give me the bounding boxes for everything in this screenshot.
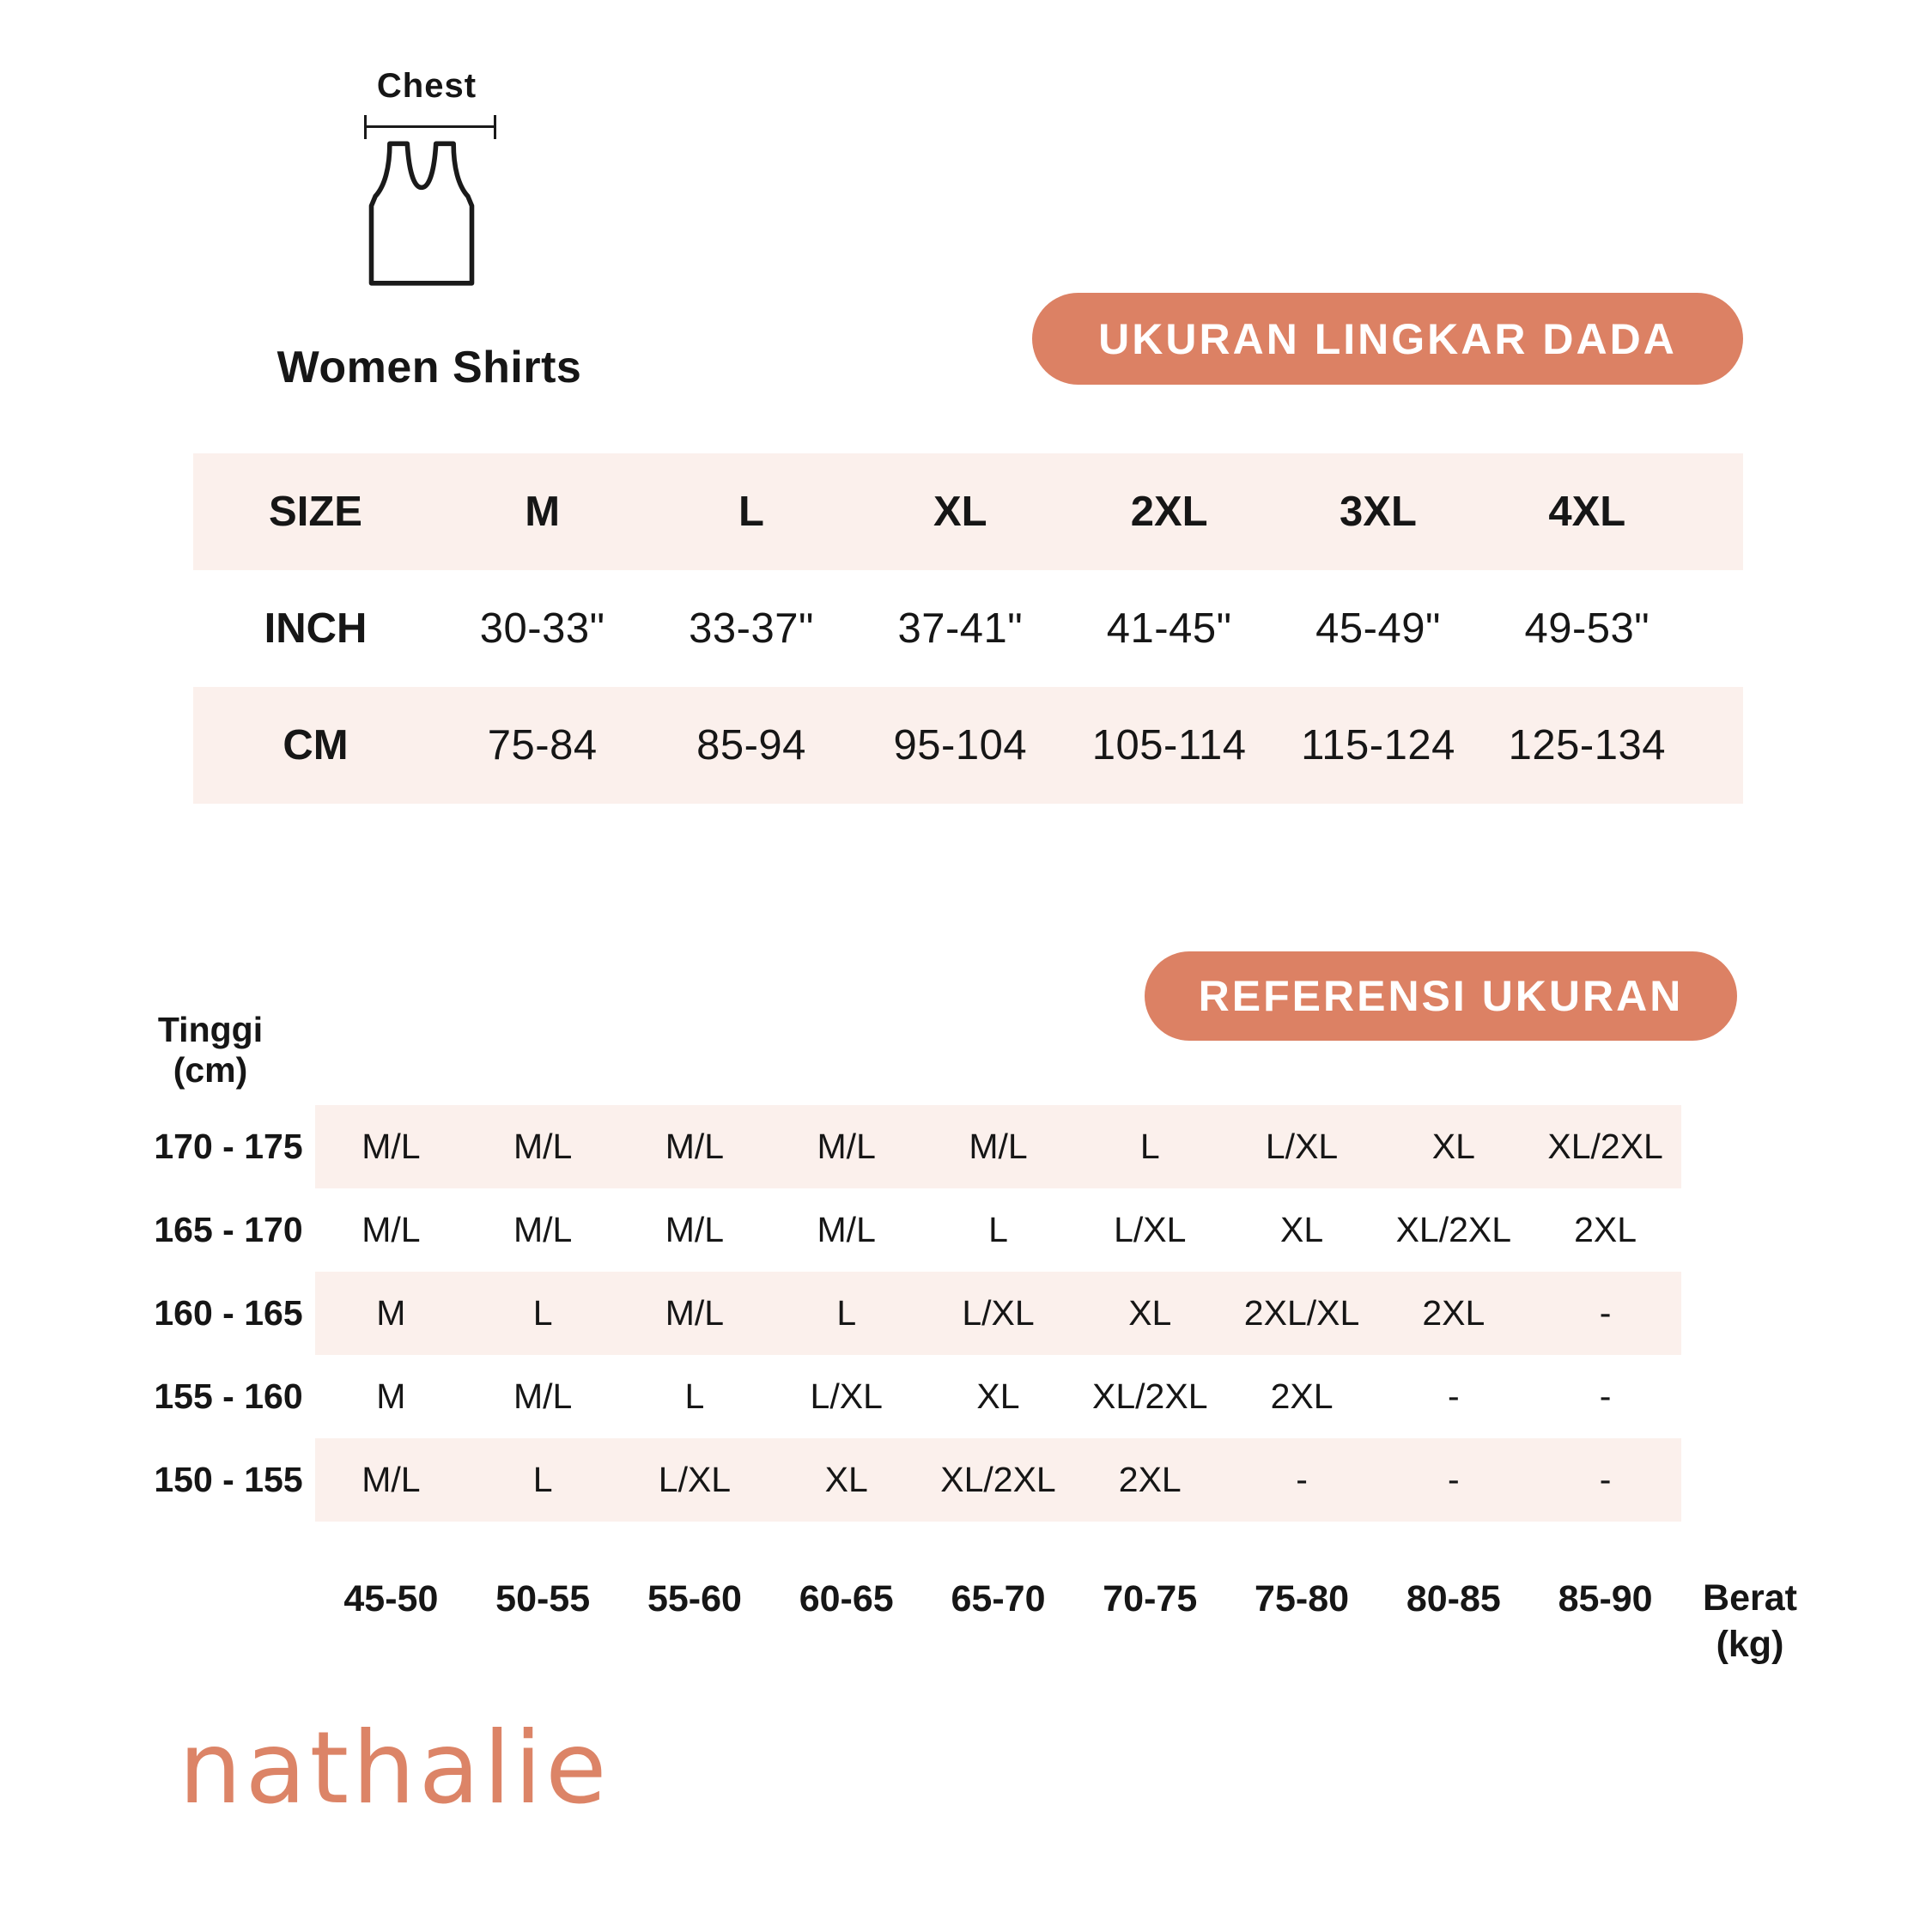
reference-table-row	[142, 1272, 1681, 1355]
weight-row-spacer	[142, 1564, 315, 1633]
weight-range-label: 45-50	[343, 1577, 439, 1619]
weight-range-label: 75-80	[1255, 1577, 1350, 1619]
reference-table-cell: -	[1448, 1460, 1460, 1499]
reference-table-cell: L/XL	[1114, 1210, 1187, 1249]
reference-table-cell: XL	[1279, 1210, 1324, 1249]
chest-measure-label: Chest	[376, 67, 477, 105]
reference-table-cell: XL	[976, 1376, 1020, 1416]
reference-table-cell: L	[988, 1210, 1008, 1249]
reference-table-cell: L	[836, 1293, 857, 1333]
reference-table-cell: -	[1599, 1460, 1612, 1499]
chest-table-cell: 33-37"	[689, 605, 814, 652]
chest-measure-line	[364, 115, 496, 139]
weight-range-label: 85-90	[1558, 1577, 1653, 1619]
weight-axis-label	[1681, 1575, 1819, 1668]
chest-table-cell: 37-41"	[897, 605, 1024, 652]
chest-table-row-label: INCH	[264, 605, 368, 652]
reference-row-band	[315, 1105, 1681, 1188]
chest-table-column-header: L	[738, 489, 764, 535]
chest-size-table	[193, 453, 1743, 804]
reference-table-cell: 2XL	[1422, 1293, 1485, 1333]
reference-table-cell: XL	[1431, 1127, 1475, 1166]
reference-table-cell: XL/2XL	[940, 1460, 1056, 1499]
reference-row-band	[315, 1188, 1681, 1272]
reference-table-cell: L	[1139, 1127, 1160, 1166]
chest-table-column-header: 2XL	[1130, 489, 1208, 535]
chest-table-cell: 125-134	[1508, 722, 1666, 769]
weight-range-label: 50-55	[495, 1577, 591, 1619]
reference-row-band	[315, 1355, 1681, 1438]
reference-table-cell: M/L	[361, 1210, 421, 1249]
height-range-label: 170 - 175	[142, 1105, 315, 1188]
chest-table-cell: 85-94	[696, 722, 806, 769]
height-range-label: 150 - 155	[142, 1438, 315, 1522]
weight-range-label: 55-60	[647, 1577, 742, 1619]
reference-table-cell: XL	[1128, 1293, 1172, 1333]
reference-table-cell: M/L	[513, 1127, 573, 1166]
chest-table-cell: 30-33"	[479, 605, 605, 652]
reference-table-cell: L	[532, 1460, 553, 1499]
height-range-label: 165 - 170	[142, 1188, 315, 1272]
reference-table-cell: M/L	[361, 1127, 421, 1166]
chest-table-cell: 115-124	[1301, 722, 1455, 769]
reference-row-band	[315, 1272, 1681, 1355]
reference-table-cell: L	[532, 1293, 553, 1333]
height-range-label: 160 - 165	[142, 1272, 315, 1355]
reference-table-cell: M/L	[817, 1210, 876, 1249]
reference-table-cell: M/L	[361, 1460, 421, 1499]
weight-range-label: 80-85	[1406, 1577, 1501, 1619]
brand-logo: nathalie	[179, 1710, 611, 1826]
chest-table-cell: 105-114	[1091, 722, 1247, 769]
weight-axis-row	[142, 1564, 1681, 1633]
reference-table	[142, 1105, 1681, 1522]
reference-table-cell: L/XL	[658, 1460, 732, 1499]
chest-table-column-header: 3XL	[1340, 489, 1417, 535]
chest-table-cell: 49-53"	[1524, 605, 1650, 652]
reference-table-row	[142, 1355, 1681, 1438]
weight-range-label: 65-70	[951, 1577, 1046, 1619]
chest-table-row	[193, 570, 1743, 687]
reference-table-cell: M/L	[665, 1210, 725, 1249]
reference-table-cell: M/L	[513, 1210, 573, 1249]
weight-range-label: 70-75	[1103, 1577, 1198, 1619]
reference-table-cell: XL/2XL	[1547, 1127, 1663, 1166]
chest-table-row	[193, 687, 1743, 804]
reference-table-cell: 2XL	[1118, 1460, 1182, 1499]
reference-table-cell: -	[1599, 1293, 1612, 1333]
reference-table-cell: M/L	[665, 1127, 725, 1166]
reference-table-row	[142, 1438, 1681, 1522]
reference-table-cell: M/L	[665, 1293, 725, 1333]
reference-table-cell: XL/2XL	[1092, 1376, 1208, 1416]
reference-table-cell: L/XL	[962, 1293, 1035, 1333]
chest-table-cell: 95-104	[893, 722, 1028, 769]
diagram-caption: Women Shirts	[276, 343, 582, 392]
chest-size-section-header: UKURAN LINGKAR DADA	[1032, 293, 1743, 385]
reference-table-cell: 2XL	[1574, 1210, 1637, 1249]
reference-table-cell: L/XL	[810, 1376, 883, 1416]
reference-table-row	[142, 1105, 1681, 1188]
weight-range-label: 60-65	[799, 1577, 894, 1619]
reference-table-cell: M/L	[817, 1127, 876, 1166]
chest-table-row-label: CM	[283, 722, 349, 769]
reference-table-cell: -	[1448, 1376, 1460, 1416]
chest-table-cell: 45-49"	[1315, 605, 1441, 652]
weight-labels-band	[315, 1564, 1681, 1633]
reference-table-cell: 2XL	[1270, 1376, 1334, 1416]
chest-table-row-label: SIZE	[269, 489, 362, 535]
reference-table-cell: L/XL	[1265, 1127, 1339, 1166]
reference-table-cell: L	[684, 1376, 705, 1416]
height-axis-label	[129, 1010, 292, 1091]
height-axis-line1: Tinggi	[157, 1010, 264, 1049]
height-axis-line2: (cm)	[173, 1050, 248, 1090]
reference-table-cell: M	[376, 1293, 406, 1333]
reference-table-cell: XL/2XL	[1395, 1210, 1512, 1249]
weight-axis-line1: Berat	[1703, 1577, 1797, 1619]
chest-table-cell: 75-84	[487, 722, 598, 769]
reference-table-cell: M/L	[969, 1127, 1028, 1166]
reference-table-cell: -	[1296, 1460, 1308, 1499]
measure-line-bar	[367, 125, 494, 128]
reference-table-cell: -	[1599, 1376, 1612, 1416]
chest-table-column-header: XL	[933, 489, 987, 535]
tank-top-icon	[366, 137, 477, 295]
reference-table-cell: M	[376, 1376, 406, 1416]
reference-table-cell: 2XL/XL	[1243, 1293, 1360, 1333]
reference-table-row	[142, 1188, 1681, 1272]
weight-axis-line2: (kg)	[1716, 1624, 1784, 1665]
reference-table-cell: XL	[824, 1460, 868, 1499]
chest-table-cell: 41-45"	[1106, 605, 1232, 652]
chest-table-column-header: 4XL	[1548, 489, 1626, 535]
chest-table-row	[193, 453, 1743, 570]
height-range-label: 155 - 160	[142, 1355, 315, 1438]
reference-row-band	[315, 1438, 1681, 1522]
chest-table-column-header: M	[525, 489, 561, 535]
reference-section-header: REFERENSI UKURAN	[1145, 951, 1737, 1041]
reference-table-cell: M/L	[513, 1376, 573, 1416]
